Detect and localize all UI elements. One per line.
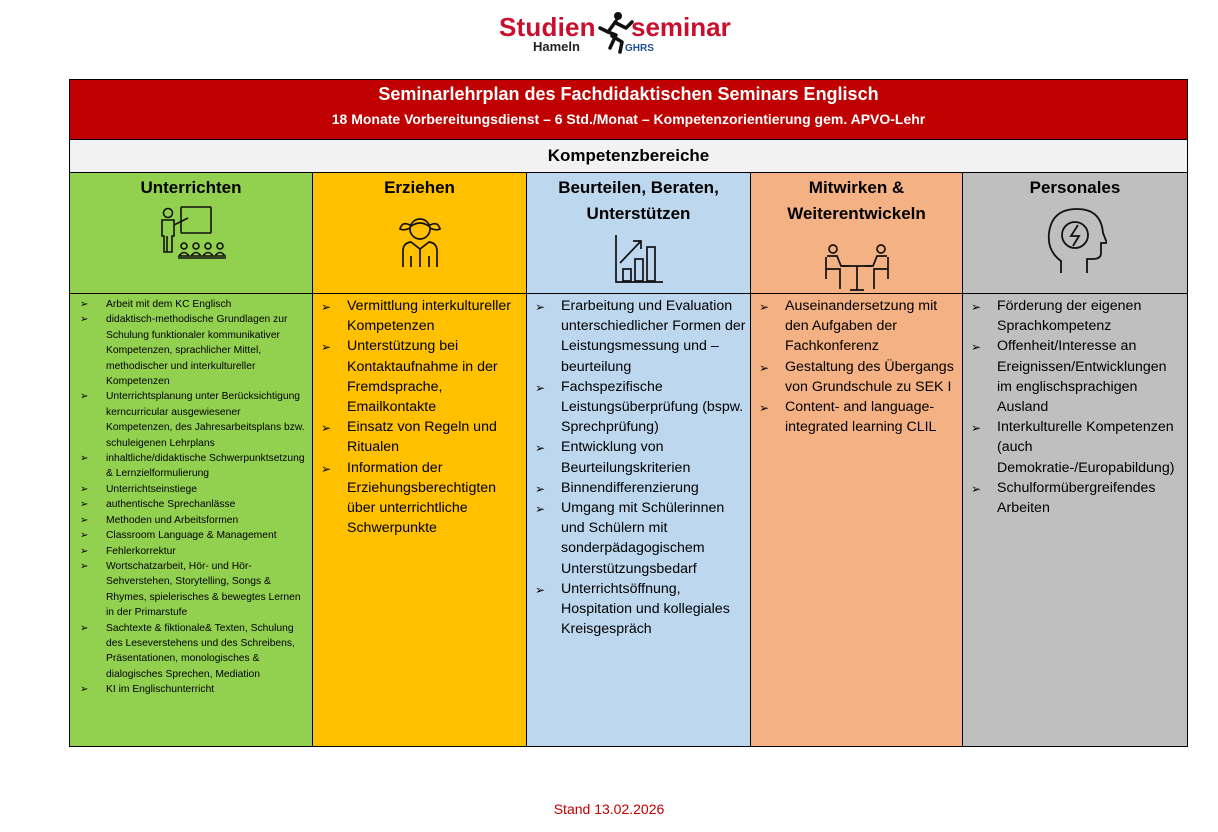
list-item: ➢ Erarbeitung und Evaluation unterschiedlicher Formen der Leistungsmessung und –beurteilung <box>535 296 746 377</box>
logo-word-studien: Studien <box>499 12 596 42</box>
head-lightbulb-icon <box>1043 205 1107 277</box>
list-item: ➢ Wortschatzarbeit, Hör- und Hör-Sehverstehen, Storytelling, Songs & Rhymes, spielerisches & bewegtes Lernen in der Primarstufe <box>80 559 306 621</box>
list-item: ➢ authentische Sprechanlässe <box>80 497 306 512</box>
list-item: ➢ Einsatz von Regeln und Ritualen <box>321 417 522 457</box>
column-title: Personales <box>1029 178 1121 197</box>
column-title: Beurteilen, Beraten, Unterstützen <box>558 178 719 223</box>
pupil-icon <box>395 211 445 269</box>
list-item: ➢ didaktisch-methodische Grundlagen zur Schulung funktionaler kommunikativer Kompetenzen, sprachlicher Mittel, methodischer und interkultureller Kompetenzen <box>80 312 306 389</box>
list-item: ➢ Content- and language-integrated learning CLIL <box>759 397 958 437</box>
list-item: ➢ Information der Erziehungsberechtigten über unterrichtliche Schwerpunkte <box>321 458 522 539</box>
meeting-icon <box>822 243 892 291</box>
page-title: Seminarlehrplan des Fachdidaktischen Seminars Englisch <box>378 84 879 104</box>
page-subtitle: 18 Monate Vorbereitungsdienst – 6 Std./Monat – Kompetenzorientierung gem. APVO-Lehr <box>331 111 926 127</box>
list-item: ➢ Methoden und Arbeitsformen <box>80 513 306 528</box>
table-header <box>70 80 1187 139</box>
list-item: ➢ Unterrichtseinstiege <box>80 482 306 497</box>
column-title: Mitwirken & Weiterentwickeln <box>787 178 926 223</box>
column-personales <box>963 173 1187 746</box>
column-mitwirken <box>751 173 963 746</box>
list-item: ➢ Förderung der eigenen Sprachkompetenz <box>971 296 1183 336</box>
growth-chart-icon <box>613 233 665 285</box>
list-item: ➢ Schulformübergreifendes Arbeiten <box>971 478 1183 518</box>
list-item: ➢ Unterrichtsplanung unter Berücksichtigung kerncurricular ausgewiesener Kompetenzen, des Jahresarbeitsplans bzw. schuleigenen Lehrplans <box>80 389 306 451</box>
list-item: ➢ Interkulturelle Kompetenzen (auch Demokratie-/Europabildung) <box>971 417 1183 478</box>
list-item: ➢ Offenheit/Interesse an Ereignissen/Entwicklungen im englischsprachigen Ausland <box>971 336 1183 417</box>
column-title: Unterrichten <box>140 178 242 197</box>
list-item: ➢ Umgang mit Schülerinnen und Schülern mit sonderpädagogischem Unterstützungsbedarf <box>535 498 746 579</box>
list-item: ➢ Arbeit mit dem KC Englisch <box>80 297 306 312</box>
column-beurteilen <box>527 173 751 746</box>
column-title: Erziehen <box>384 178 455 197</box>
list-item: ➢ Gestaltung des Übergangs von Grundschule zu SEK I <box>759 357 958 397</box>
list-item: ➢ Binnendifferenzierung <box>535 478 746 498</box>
list-item: ➢ Auseinandersetzung mit den Aufgaben der Fachkonferenz <box>759 296 958 357</box>
list-item: ➢ Fehlerkorrektur <box>80 544 306 559</box>
logo-school: GHRS <box>625 43 654 54</box>
logo-word-seminar: seminar <box>631 12 731 42</box>
list-item: ➢ Vermittlung interkultureller Kompetenzen <box>321 296 522 336</box>
list-item: ➢ Sachtexte & fiktionale& Texten, Schulung des Leseverstehens und des Schreibens, Präsentationen, monologisches & dialogisches Sprechen, Mediation <box>80 621 306 683</box>
list-item: ➢ Entwicklung von Beurteilungskriterien <box>535 437 746 477</box>
list-item: ➢ Unterrichtsöffnung, Hospitation und kollegiales Kreisgespräch <box>535 579 746 640</box>
studienseminar-logo <box>497 8 737 58</box>
teacher-classroom-icon <box>156 203 226 269</box>
seminarlehrplan-table <box>69 79 1188 747</box>
column-unterrichten <box>70 173 313 746</box>
column-erziehen <box>313 173 527 746</box>
list-item: ➢ Fachspezifische Leistungsüberprüfung (bspw. Sprechprüfung) <box>535 377 746 438</box>
logo-city: Hameln <box>533 39 580 54</box>
list-item: ➢ KI im Englischunterricht <box>80 682 306 697</box>
list-item: ➢ Classroom Language & Management <box>80 528 306 543</box>
list-item: ➢ inhaltliche/didaktische Schwerpunktsetzung & Lernzielformulierung <box>80 451 306 482</box>
stand-date: Stand 13.02.2026 <box>553 801 665 817</box>
kompetenzbereiche-heading: Kompetenzbereiche <box>70 139 1187 173</box>
list-item: ➢ Unterstützung bei Kontaktaufnahme in der Fremdsprache, Emailkontakte <box>321 336 522 417</box>
